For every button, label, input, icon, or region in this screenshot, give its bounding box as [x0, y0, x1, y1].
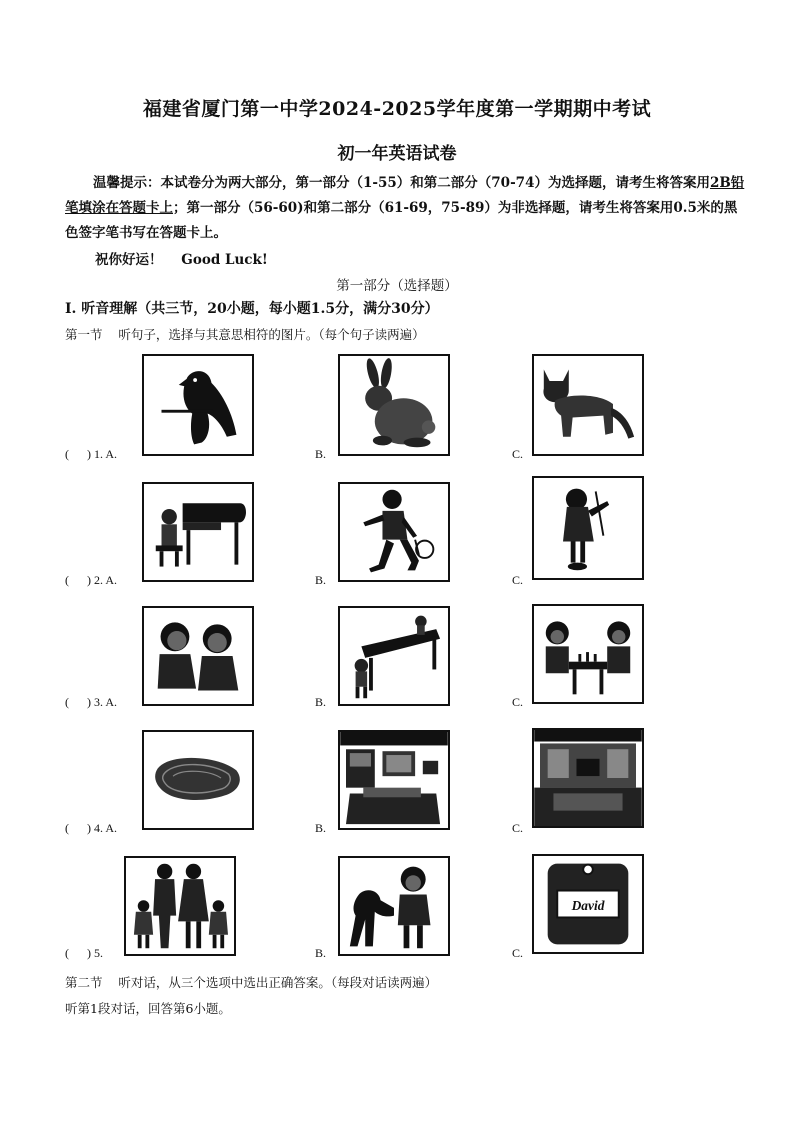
ping-pong-picture[interactable] [338, 606, 450, 706]
chess-picture[interactable] [532, 604, 644, 704]
tennis-player-icon [340, 484, 448, 580]
question-3-option-c: C. [512, 695, 524, 709]
question-5-option-b: B. [315, 946, 327, 960]
parrot-picture[interactable] [142, 354, 254, 456]
rug-picture[interactable] [142, 730, 254, 830]
dialogue-note: 听第1段对话，回答第6小题。 [65, 1001, 231, 1016]
section1-instruction: 第一节 听句子，选择与其意思相符的图片。（每个句子读两遍） [65, 327, 425, 342]
name-tag-picture[interactable] [532, 854, 644, 954]
question-1-option-b: B. [315, 447, 327, 461]
question-5-label: ( ) 5. [65, 946, 103, 960]
question-2-option-b: B. [315, 573, 327, 587]
notice-paragraph [65, 171, 745, 246]
part-one-heading: 第一部分（选择题） [336, 278, 458, 294]
boy-dog-icon [340, 858, 448, 954]
children-talking-picture[interactable] [142, 606, 254, 706]
name-tag-icon [534, 856, 642, 952]
cat-icon [534, 356, 642, 454]
bedroom-icon [340, 732, 448, 828]
notice-part-b: ；第一部分（56-60)和第二部分（61-69，75-89）为非选择题，请考生将答案用0.5米的黑色签字笔书写在答题卡上。 [65, 200, 738, 241]
question-2-option-c: C. [512, 573, 524, 587]
question-4-option-c: C. [512, 821, 524, 835]
question-4-label: ( ) 4. A. [65, 821, 117, 835]
section-title: Ⅰ. 听音理解（共三节，20小题，每小题1.5分，满分30分） [65, 301, 439, 317]
bedroom-picture[interactable] [338, 730, 450, 830]
question-5-option-c: C. [512, 946, 524, 960]
parrot-icon [144, 356, 252, 454]
violin-girl-icon [534, 478, 642, 578]
question-3-label: ( ) 3. A. [65, 695, 117, 709]
notice-underlined: 2B铅笔填涂在答题卡上 [65, 175, 745, 216]
children-icon [144, 608, 252, 704]
question-3-option-b: B. [315, 695, 327, 709]
name-tag-text: David [571, 897, 605, 913]
exam-subtitle: 初一年英语试卷 [337, 144, 457, 164]
boy-with-dog-picture[interactable] [338, 856, 450, 956]
exam-title: 福建省厦门第一中学2024-2025学年度第一学期期中考试 [142, 98, 652, 120]
notice-part-a: 温馨提示：本试卷分为两大部分，第一部分（1-55）和第二部分（70-74）为选择题，请考生将答案用 [93, 175, 710, 191]
rabbit-icon [340, 356, 448, 454]
question-1-label: ( ) 1. A. [65, 447, 117, 461]
tennis-picture[interactable] [338, 482, 450, 582]
question-4-option-b: B. [315, 821, 327, 835]
rug-icon [144, 732, 252, 828]
piano-picture[interactable] [142, 482, 254, 582]
question-2-label: ( ) 2. A. [65, 573, 117, 587]
living-room-picture[interactable] [532, 728, 644, 828]
rabbit-picture[interactable] [338, 354, 450, 456]
good-luck-line: 祝你好运！ Good Luck! [95, 252, 268, 268]
cat-picture[interactable] [532, 354, 644, 456]
chess-players-icon [534, 606, 642, 702]
section2-instruction: 第二节 听对话，从三个选项中选出正确答案。（每段对话读两遍） [65, 975, 438, 990]
living-room-icon [534, 730, 642, 826]
question-1-option-c: C. [512, 447, 524, 461]
violin-picture[interactable] [532, 476, 644, 580]
ping-pong-table-icon [340, 608, 448, 704]
family-icon [126, 858, 234, 954]
piano-icon [144, 484, 252, 580]
family-picture[interactable] [124, 856, 236, 956]
